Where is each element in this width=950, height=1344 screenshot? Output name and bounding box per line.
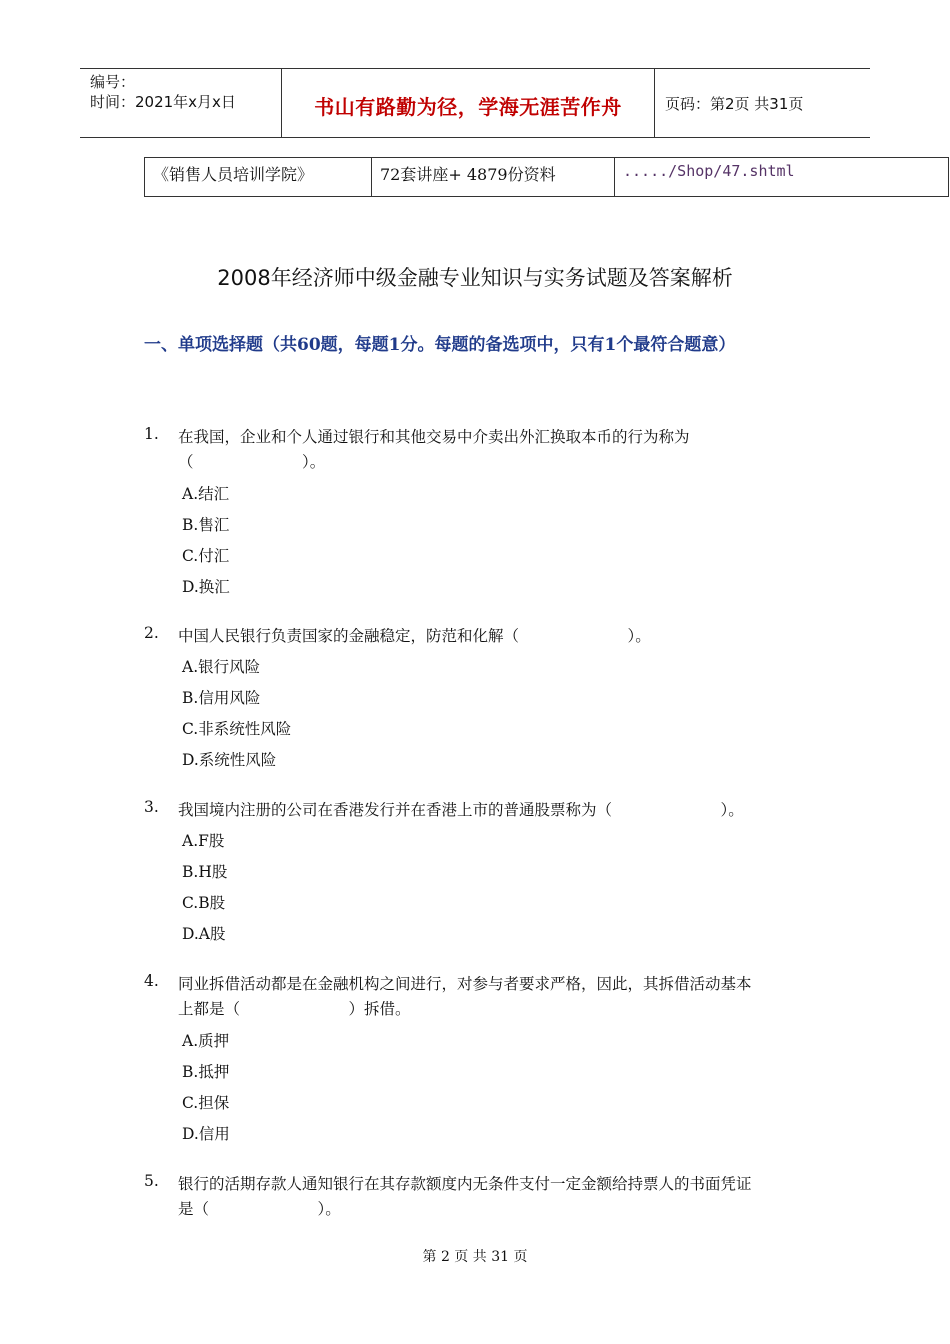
option-b: B.H股 [182,863,228,881]
section-heading: 一、单项选择题（共60题，每题1分。每题的备选项中，只有1个最符合题意） [144,335,736,355]
motto: 书山有路勤为径，学海无涯苦作舟 [314,95,622,119]
question-stem [178,972,803,1022]
option-c: C.非系统性风险 [182,720,292,738]
question-number: 3. [144,798,159,816]
question-stem-line: 在我国，企业和个人通过银行和其他交易中介卖出外汇换取本币的行为称为 [178,428,690,446]
question-stem [178,1172,803,1222]
question-number: 5. [144,1172,159,1190]
question-stem-line: 我国境内注册的公司在香港发行并在香港上市的普通股票称为（ ）。 [178,801,744,819]
document-header [80,68,870,138]
option-a: A.F股 [182,832,225,850]
option-d: D.信用 [182,1125,230,1143]
question-stem [178,425,803,475]
option-a: A.质押 [182,1032,230,1050]
option-c: C.担保 [182,1094,230,1112]
option-d: D.系统性风险 [182,751,277,769]
info-cell-institute: 《销售人员培训学院》 [153,165,314,184]
header-motto-cell [281,69,655,137]
question-number: 4. [144,972,159,990]
question-stem-line: （ ）。 [178,453,326,471]
info-table [144,157,949,197]
question-stem-line: 上都是（ ）拆借。 [178,1000,411,1018]
time-label: 时间：2021年x月x日 [90,93,236,111]
option-d: D.A股 [182,925,226,943]
option-b: B.售汇 [182,516,230,534]
question-stem [178,624,803,649]
header-page-cell [655,69,870,137]
question-stem-line: 同业拆借活动都是在金融机构之间进行，对参与者要求严格，因此，其拆借活动基本 [178,975,752,993]
question-stem-line: 是（ ）。 [178,1200,341,1218]
option-b: B.信用风险 [182,689,261,707]
question-number: 1. [144,425,159,443]
question-stem-line: 中国人民银行负责国家的金融稳定，防范和化解（ ）。 [178,627,651,645]
option-d: D.换汇 [182,578,230,596]
question-stem [178,798,803,823]
question-stem-line: 银行的活期存款人通知银行在其存款额度内无条件支付一定金额给持票人的书面凭证 [178,1175,752,1193]
document-title: 2008年经济师中级金融专业知识与实务试题及答案解析 [217,266,733,290]
question-number: 2. [144,624,159,642]
info-cell-resources: 72套讲座+ 4879份资料 [371,158,614,196]
option-c: C.付汇 [182,547,230,565]
option-b: B.抵押 [182,1063,230,1081]
option-a: A.银行风险 [182,658,261,676]
number-label: 编号： [90,73,136,91]
header-meta-cell [80,69,280,137]
option-a: A.结汇 [182,485,230,503]
info-cell-link[interactable]: ...../Shop/47.shtml [614,158,948,196]
page-footer: 第 2 页 共 31 页 [422,1249,528,1265]
option-c: C.B股 [182,894,226,912]
page-count-label: 页码：第2页 共31页 [665,95,804,113]
